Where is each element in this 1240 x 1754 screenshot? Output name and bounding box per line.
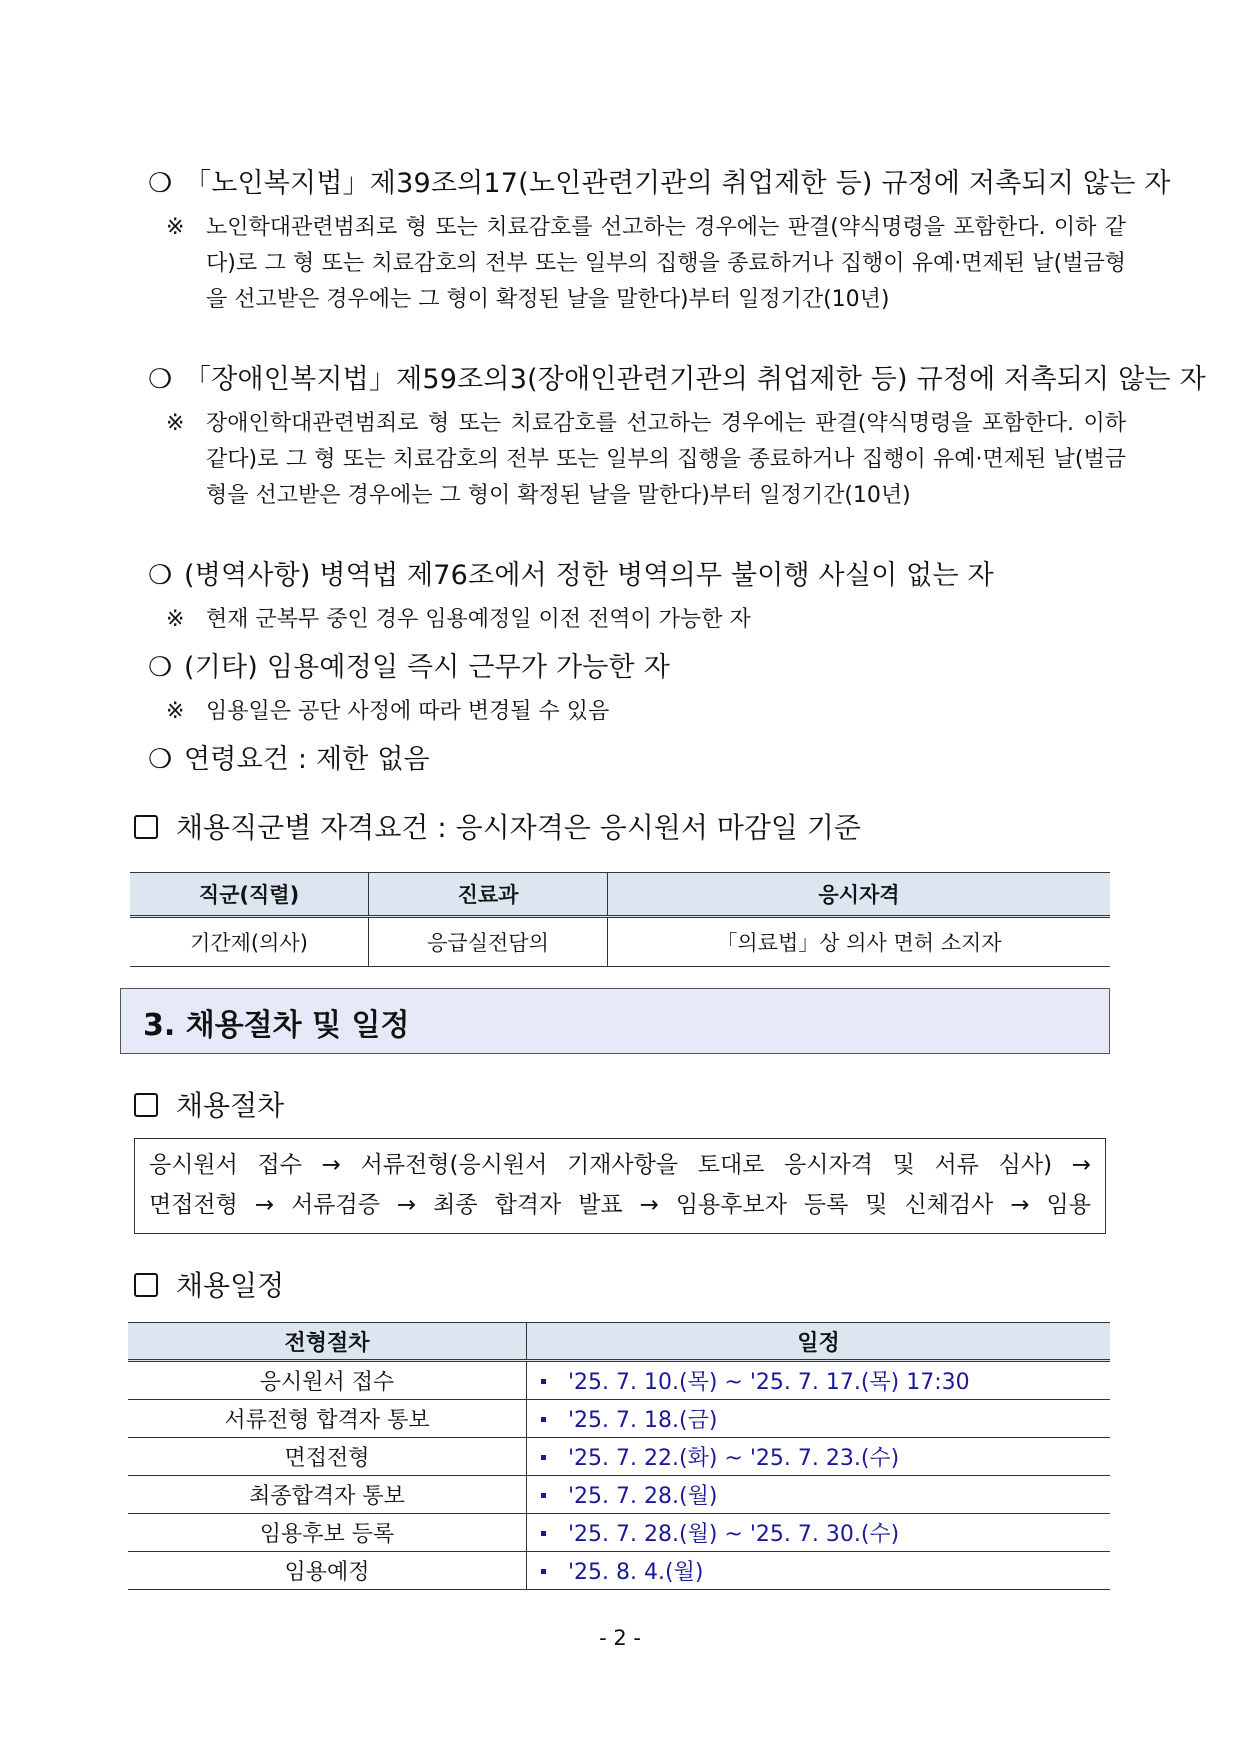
- square-bullet-icon: [541, 1417, 546, 1422]
- note-mark: ※: [166, 411, 185, 436]
- circle-bullet: ❍: [148, 744, 173, 775]
- schedule-date-cell: [527, 1514, 1111, 1552]
- procedure-box: [134, 1138, 1106, 1234]
- schedule-step: 최종합격자 통보: [128, 1476, 527, 1514]
- square-bullet-icon: [541, 1455, 546, 1460]
- schedule-step: 임용예정: [128, 1552, 527, 1590]
- circle-bullet: ❍: [148, 652, 173, 683]
- procedure-line: 면접전형 → 서류검증 → 최종 합격자 발표 → 임용후보자 등록 및 신체검사 → 임용: [149, 1192, 1091, 1218]
- schedule-table: [128, 1322, 1110, 1590]
- schedule-date-cell: [527, 1552, 1111, 1590]
- eligibility-note: [166, 694, 1126, 730]
- schedule-heading: [134, 1266, 284, 1306]
- table-header-row: [130, 873, 1110, 917]
- column-header: 일정: [527, 1323, 1111, 1361]
- column-header: 진료과: [369, 873, 608, 917]
- eligibility-note: [166, 406, 1126, 514]
- table-cell: 기간제(의사): [130, 917, 369, 967]
- eligibility-note: [166, 210, 1126, 318]
- table-row: [128, 1438, 1110, 1476]
- note-text: 장애인학대관련범죄로 형 또는 치료감호를 선고하는 경우에는 판결(약식명령을 포함한다. 이하 같다)로 그 형 또는 치료감호의 전부 또는 일부의 집행을 종료하거나 집행이 유예·면제된 날(벌금형을 선고받은 경우에는 그 형이 확정된 날을 말한다)부터 일정기간(10년): [206, 411, 1126, 508]
- table-row: [130, 917, 1110, 967]
- square-bullet-icon: [541, 1379, 546, 1384]
- column-header: 응시자격: [608, 873, 1111, 917]
- schedule-date-cell: [527, 1476, 1111, 1514]
- procedure-heading: [134, 1086, 284, 1126]
- note-text: 현재 군복무 중인 경우 임용예정일 이전 전역이 가능한 자: [206, 607, 751, 632]
- circle-bullet: ❍: [148, 560, 173, 591]
- schedule-step: 서류전형 합격자 통보: [128, 1400, 527, 1438]
- eligibility-note: [166, 602, 1126, 638]
- checkbox-square-icon: [134, 1093, 158, 1117]
- column-header: 직군(직렬): [130, 873, 369, 917]
- schedule-step: 임용후보 등록: [128, 1514, 527, 1552]
- eligibility-text: 「노인복지법」제39조의17(노인관련기관의 취업제한 등) 규정에 저촉되지 않는 자: [184, 168, 1171, 199]
- schedule-step: 면접전형: [128, 1438, 527, 1476]
- checkbox-square-icon: [134, 1273, 158, 1297]
- schedule-date: '25. 7. 22.(화) ~ '25. 7. 23.(수): [568, 1446, 900, 1471]
- eligibility-text: (병역사항) 병역법 제76조에서 정한 병역의무 불이행 사실이 없는 자: [184, 560, 994, 591]
- square-bullet-icon: [541, 1569, 546, 1574]
- eligibility-item: [148, 648, 1128, 688]
- schedule-date-cell: [527, 1438, 1111, 1476]
- schedule-heading-text: 채용일정: [176, 1269, 285, 1302]
- note-mark: ※: [166, 607, 185, 632]
- circle-bullet: ❍: [148, 168, 173, 199]
- note-mark: ※: [166, 699, 185, 724]
- schedule-date: '25. 8. 4.(월): [568, 1560, 704, 1585]
- table-row: [128, 1552, 1110, 1590]
- eligibility-item: [148, 740, 1128, 780]
- schedule-date-cell: [527, 1400, 1111, 1438]
- square-bullet-icon: [541, 1493, 546, 1498]
- eligibility-item: [148, 360, 1206, 400]
- table-cell: 응급실전담의: [369, 917, 608, 967]
- qualification-table: [130, 872, 1110, 967]
- qualification-heading: [134, 808, 861, 848]
- schedule-date: '25. 7. 18.(금): [568, 1408, 718, 1433]
- qualification-heading-text: 채용직군별 자격요건 : 응시자격은 응시원서 마감일 기준: [176, 811, 861, 844]
- eligibility-item: [148, 164, 1171, 204]
- eligibility-item: [148, 556, 1128, 596]
- table-header-row: [128, 1323, 1110, 1361]
- schedule-date: '25. 7. 28.(월) ~ '25. 7. 30.(수): [568, 1522, 900, 1547]
- table-cell: 「의료법」상 의사 면허 소지자: [608, 917, 1111, 967]
- square-bullet-icon: [541, 1531, 546, 1536]
- column-header: 전형절차: [128, 1323, 527, 1361]
- schedule-date-cell: [527, 1361, 1111, 1400]
- table-row: [128, 1400, 1110, 1438]
- schedule-date: '25. 7. 28.(월): [568, 1484, 718, 1509]
- section-title: 3. 채용절차 및 일정: [143, 1008, 410, 1043]
- page-number: - 2 -: [599, 1626, 641, 1650]
- note-mark: ※: [166, 215, 185, 240]
- note-text: 노인학대관련범죄로 형 또는 치료감호를 선고하는 경우에는 판결(약식명령을 포함한다. 이하 같다)로 그 형 또는 치료감호의 전부 또는 일부의 집행을 종료하거나 집행이 유예·면제된 날(벌금형을 선고받은 경우에는 그 형이 확정된 날을 말한다)부터 일정기간(10년): [206, 215, 1126, 312]
- section-title-bar: [120, 988, 1110, 1054]
- note-text: 임용일은 공단 사정에 따라 변경될 수 있음: [206, 699, 610, 724]
- procedure-line: 응시원서 접수 → 서류전형(응시원서 기재사항을 토대로 응시자격 및 서류 심사) →: [149, 1152, 1091, 1178]
- checkbox-square-icon: [134, 815, 158, 839]
- schedule-step: 응시원서 접수: [128, 1361, 527, 1400]
- table-row: [128, 1361, 1110, 1400]
- eligibility-text: (기타) 임용예정일 즉시 근무가 가능한 자: [184, 652, 670, 683]
- circle-bullet: ❍: [148, 364, 173, 395]
- table-row: [128, 1514, 1110, 1552]
- eligibility-text: 연령요건 : 제한 없음: [184, 744, 430, 775]
- schedule-date: '25. 7. 10.(목) ~ '25. 7. 17.(목) 17:30: [568, 1370, 970, 1395]
- table-row: [128, 1476, 1110, 1514]
- procedure-heading-text: 채용절차: [176, 1089, 285, 1122]
- eligibility-text: 「장애인복지법」제59조의3(장애인관련기관의 취업제한 등) 규정에 저촉되지 않는 자: [184, 364, 1206, 395]
